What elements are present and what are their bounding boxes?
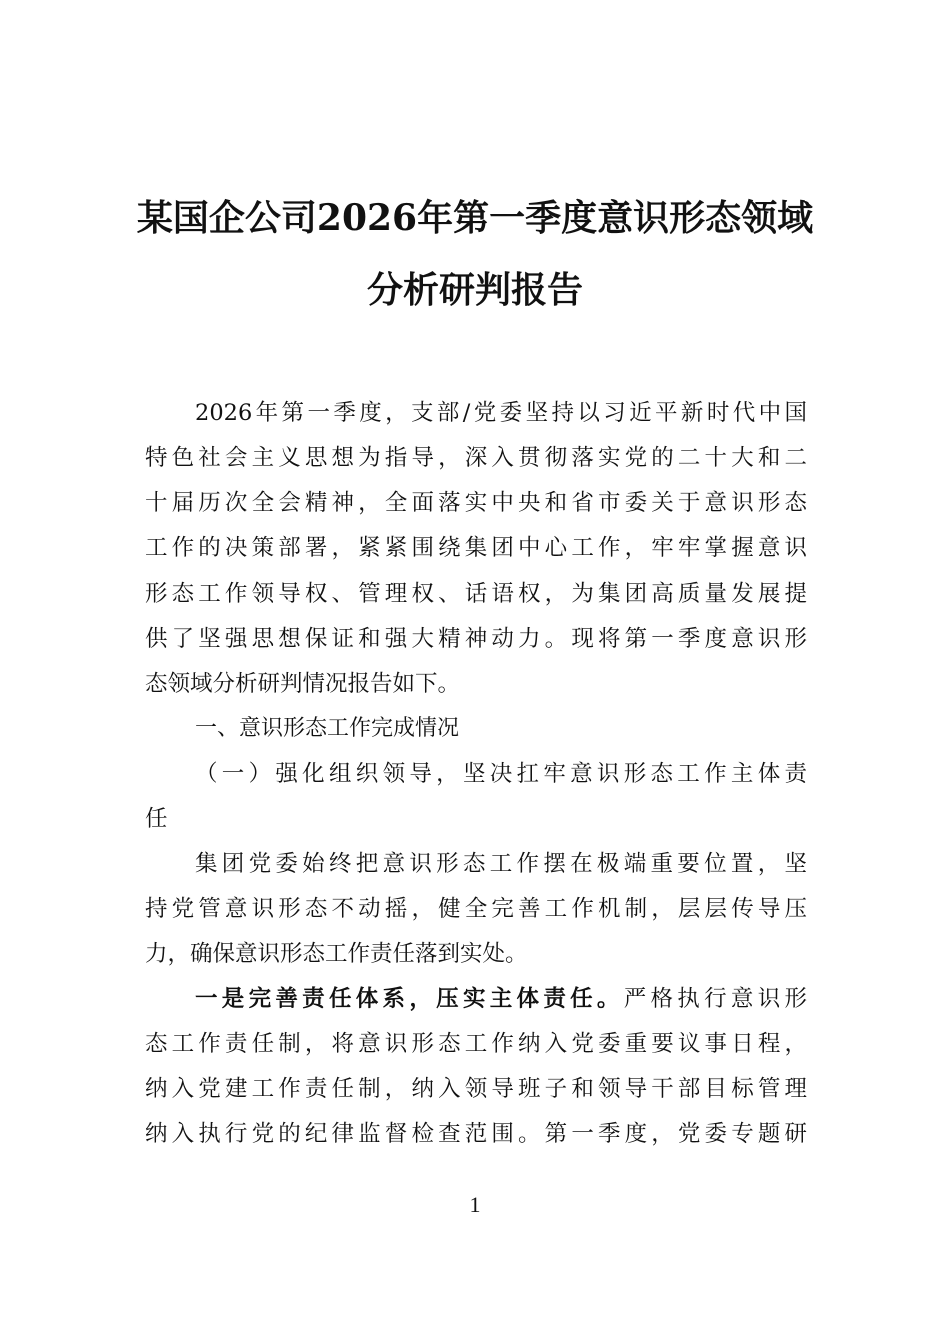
document-title-line-1: 某国企公司2026年第一季度意识形态领域 <box>136 197 814 239</box>
body-line: 集团党委始终把意识形态工作摆在极端重要位置，坚 <box>195 851 807 877</box>
body-line: 力，确保意识形态工作责任落到实处。 <box>145 941 528 967</box>
body-text: 严格执行意识形 <box>623 986 807 1012</box>
intro-line: 十届历次全会精神，全面落实中央和省市委关于意识形态 <box>145 490 807 516</box>
page-number: 1 <box>469 1192 481 1217</box>
subsection-heading-line: 任 <box>145 806 168 832</box>
bold-lead-text: 一是完善责任体系，压实主体责任。 <box>195 986 624 1012</box>
body-line: 态工作责任制，将意识形态工作纳入党委重要议事日程， <box>145 1031 807 1057</box>
intro-line: 形态工作领导权、管理权、话语权，为集团高质量发展提 <box>145 581 807 607</box>
body-line: 纳入执行党的纪律监督检查范围。第一季度，党委专题研 <box>145 1121 807 1147</box>
intro-line: 供了坚强思想保证和强大精神动力。现将第一季度意识形 <box>145 626 807 652</box>
body-line: 纳入党建工作责任制，纳入领导班子和领导干部目标管理 <box>145 1076 807 1102</box>
body-line: 持党管意识形态不动摇，健全完善工作机制，层层传导压 <box>145 896 807 922</box>
intro-line: 态领域分析研判情况报告如下。 <box>145 671 461 697</box>
body-line <box>195 984 807 1014</box>
intro-line: 特色社会主义思想为指导，深入贯彻落实党的二十大和二 <box>145 445 807 471</box>
document-title-line-2: 分析研判报告 <box>366 269 583 311</box>
subsection-heading-line: （一）强化组织领导，坚决扛牢意识形态工作主体责 <box>195 761 807 787</box>
intro-line: 工作的决策部署，紧紧围绕集团中心工作，牢牢掌握意识 <box>145 535 807 561</box>
section-heading: 一、意识形态工作完成情况 <box>195 716 460 741</box>
intro-line: 2026年第一季度，支部/党委坚持以习近平新时代中国 <box>195 400 807 426</box>
